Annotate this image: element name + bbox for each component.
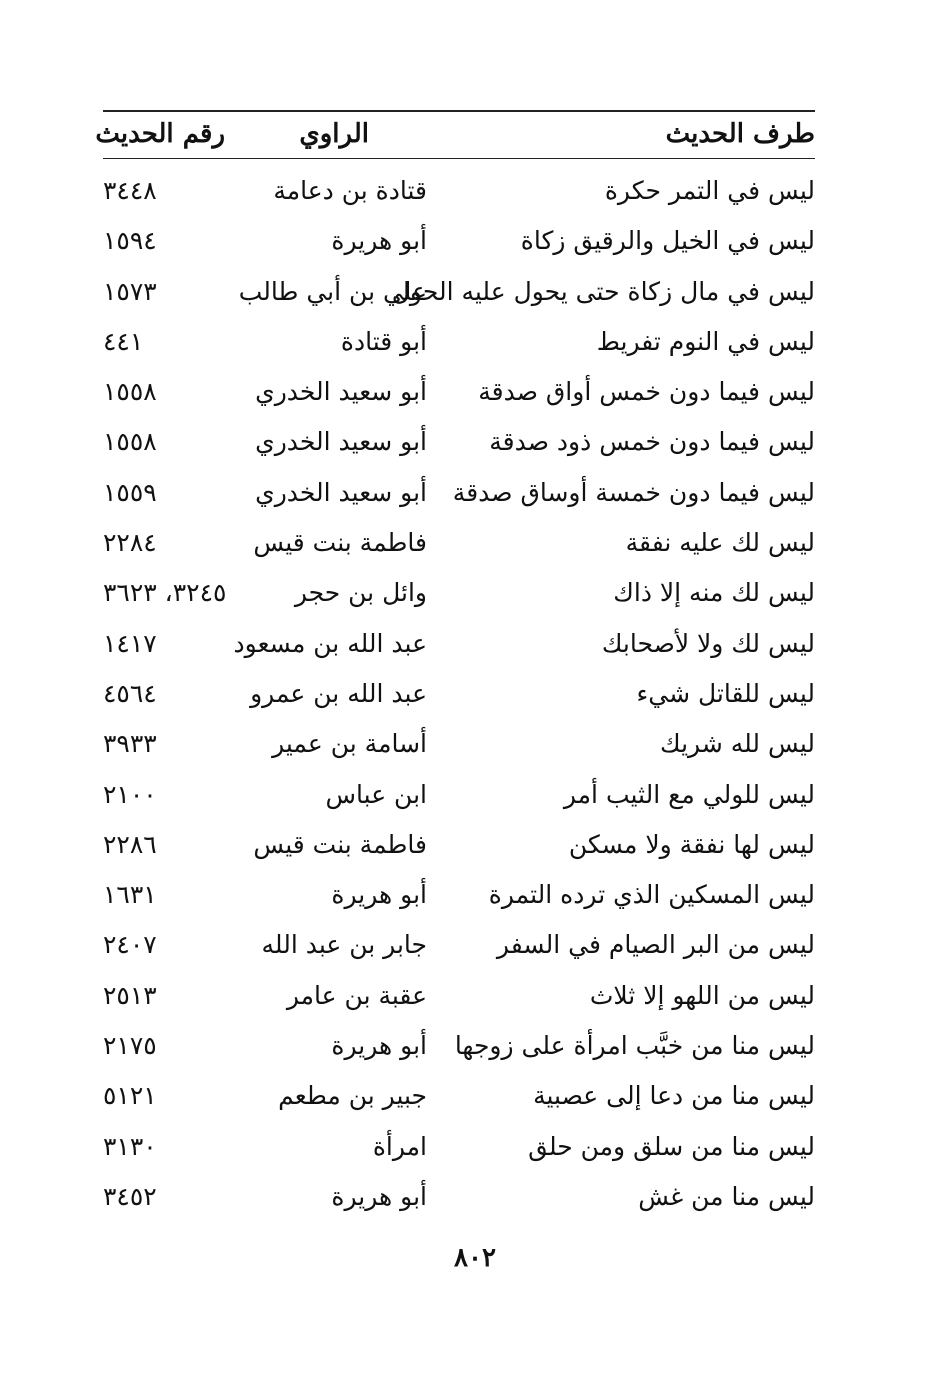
hadith-text: ليس فيما دون خمسة أوساق صدقة	[452, 477, 815, 507]
hadith-text: ليس منا من سلق ومن حلق	[528, 1131, 815, 1161]
hadith-text: ليس لك عليه نفقة	[625, 528, 815, 558]
table-row	[103, 1173, 815, 1223]
narrator-text: امرأة	[372, 1131, 427, 1161]
narrator-text: أبو هريرة	[331, 1031, 427, 1061]
table-row	[103, 972, 815, 1022]
table-row	[103, 720, 815, 770]
header-number: رقم الحديث	[95, 119, 225, 149]
narrator-text: عقبة بن عامر	[286, 980, 427, 1010]
hadith-text: ليس في التمر حكرة	[604, 176, 815, 205]
top-rule	[103, 110, 815, 112]
hadith-text: ليس من البر الصيام في السفر	[496, 930, 815, 960]
narrator-text: جبير بن مطعم	[278, 1081, 427, 1111]
hadith-text: ليس منا من خبَّب امرأة على زوجها	[454, 1031, 815, 1061]
hadith-number: ٢١٠٠	[103, 779, 157, 809]
narrator-text: فاطمة بنت قيس	[253, 829, 427, 859]
table-body	[103, 167, 815, 1223]
narrator-text: أبو سعيد الخدري	[255, 477, 427, 507]
hadith-text: ليس للقاتل شيء	[636, 678, 815, 708]
hadith-number: ٣٢٤٥، ٣٦٢٣	[103, 578, 227, 608]
hadith-text: ليس فيما دون خمس أواق صدقة	[478, 377, 815, 407]
hadith-number: ١٥٩٤	[103, 226, 157, 256]
header-narrator: الراوي	[299, 119, 369, 149]
hadith-number: ٢٤٠٧	[103, 930, 157, 960]
table-row	[103, 268, 815, 318]
page-number: ٨٠٢	[454, 1243, 496, 1273]
hadith-text: ليس المسكين الذي ترده التمرة	[488, 880, 815, 910]
table-row	[103, 217, 815, 267]
hadith-number: ١٦٣١	[103, 880, 157, 910]
hadith-number: ١٥٥٨	[103, 427, 157, 457]
hadith-text: ليس في الخيل والرقيق زكاة	[520, 226, 815, 256]
table-row	[103, 569, 815, 619]
narrator-text: أبو هريرة	[331, 880, 427, 910]
narrator-text: ابن عباس	[325, 779, 427, 809]
hadith-text: ليس منا من غش	[638, 1181, 815, 1211]
narrator-text: فاطمة بنت قيس	[253, 528, 427, 558]
table-row	[103, 871, 815, 921]
table-row	[103, 469, 815, 519]
hadith-number: ٥١٢١	[103, 1081, 157, 1111]
table-row	[103, 771, 815, 821]
table-row	[103, 418, 815, 468]
table-row	[103, 670, 815, 720]
narrator-text: قتادة بن دعامة	[273, 176, 427, 205]
header-hadith: طرف الحديث	[665, 119, 815, 149]
table-header	[95, 114, 815, 158]
narrator-text: وائل بن حجر	[294, 578, 427, 608]
narrator-text: أبو هريرة	[331, 226, 427, 256]
hadith-number: ٣١٣٠	[103, 1131, 157, 1161]
hadith-number: ٢٢٨٦	[103, 829, 157, 859]
table-row	[103, 1123, 815, 1173]
table-row	[103, 1072, 815, 1122]
hadith-number: ٢١٧٥	[103, 1031, 157, 1061]
narrator-text: أبو سعيد الخدري	[255, 427, 427, 457]
hadith-text: ليس لها نفقة ولا مسكن	[568, 829, 815, 859]
hadith-text: ليس لك منه إلا ذاك	[613, 578, 815, 608]
narrator-text: عبد الله بن عمرو	[250, 678, 427, 708]
narrator-text: أبو هريرة	[331, 1181, 427, 1211]
hadith-number: ٤٤١	[103, 326, 144, 356]
narrator-text: عبد الله بن مسعود	[233, 628, 427, 658]
narrator-text: أبو سعيد الخدري	[255, 377, 427, 407]
hadith-number: ٣٤٥٢	[103, 1181, 157, 1211]
hadith-number: ٢٥١٣	[103, 980, 157, 1010]
narrator-text: أسامة بن عمير	[272, 729, 427, 759]
table-row	[103, 167, 815, 217]
table-row	[103, 519, 815, 569]
hadith-number: ٣٩٣٣	[103, 729, 157, 759]
hadith-number: ١٤١٧	[103, 628, 157, 658]
header-rule	[103, 158, 815, 159]
hadith-number: ١٥٥٨	[103, 377, 157, 407]
hadith-number: ١٥٧٣	[103, 276, 157, 306]
hadith-text: ليس منا من دعا إلى عصبية	[533, 1081, 815, 1111]
narrator-text: أبو قتادة	[340, 326, 427, 356]
hadith-text: ليس لك ولا لأصحابك	[601, 628, 815, 658]
narrator-text: جابر بن عبد الله	[261, 930, 427, 960]
hadith-text: ليس فيما دون خمس ذود صدقة	[489, 427, 815, 457]
hadith-number: ٢٢٨٤	[103, 528, 157, 558]
hadith-text: ليس من اللهو إلا ثلاث	[589, 980, 815, 1010]
hadith-text: ليس للولي مع الثيب أمر	[563, 779, 815, 809]
hadith-number: ٣٤٤٨	[103, 176, 157, 205]
table-row	[103, 821, 815, 871]
hadith-number: ٤٥٦٤	[103, 678, 157, 708]
table-row	[103, 620, 815, 670]
table-row	[103, 368, 815, 418]
table-row	[103, 921, 815, 971]
hadith-text: ليس في النوم تفريط	[596, 326, 815, 356]
hadith-text: ليس في مال زكاة حتى يحول عليه الحول	[391, 276, 815, 306]
hadith-text: ليس لله شريك	[660, 729, 815, 759]
table-row	[103, 318, 815, 368]
table-row	[103, 1022, 815, 1072]
hadith-number: ١٥٥٩	[103, 477, 157, 507]
narrator-text: علي بن أبي طالب	[238, 276, 427, 306]
